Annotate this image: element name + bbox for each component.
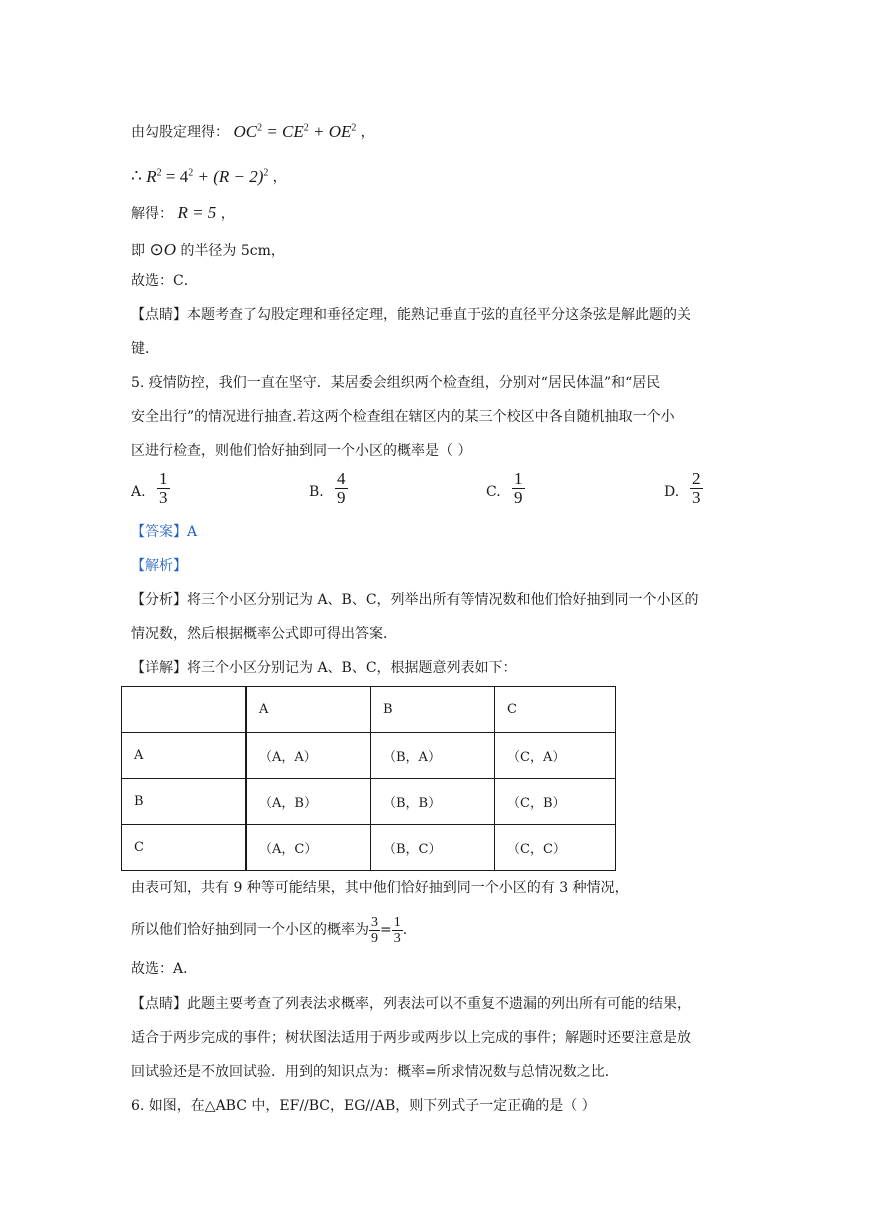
question-5-line-2: 安全出行”的情况进行抽查.若这两个检查组在辖区内的某三个校区中各自随机抽取一个小 bbox=[131, 409, 675, 425]
text: 解得： bbox=[131, 206, 173, 222]
term: + (R − 2) bbox=[197, 166, 264, 186]
dianjing-line-2: 键． bbox=[131, 341, 159, 357]
option-label: A. bbox=[131, 484, 146, 500]
choice-line: 故选：C． bbox=[131, 273, 198, 289]
table-cell: （C，C） bbox=[495, 825, 616, 871]
term: R bbox=[146, 166, 157, 186]
numerator: 1 bbox=[393, 914, 401, 930]
table-cell: B bbox=[122, 779, 247, 825]
solve-line bbox=[131, 203, 235, 224]
punct: ， bbox=[360, 124, 375, 141]
punct: ， bbox=[220, 206, 235, 222]
denominator: 3 bbox=[692, 488, 701, 507]
question-6-line: 6. 如图，在△ABC 中，EF//BC，EG//AB，则下列式子一定正确的是（ ） bbox=[131, 1098, 596, 1114]
result-line-1: 由表可知，共有 9 种等可能结果，其中他们恰好抽到同一个小区的有 3 种情况， bbox=[131, 880, 629, 896]
exponent: 2 bbox=[156, 167, 162, 178]
xiangjie-line: 【详解】将三个小区分别记为 A、B、C，根据题意列表如下： bbox=[131, 660, 517, 676]
term: = 4 bbox=[165, 166, 189, 186]
table-cell: （B，C） bbox=[371, 825, 495, 871]
dianjing2-line-1: 【点睛】此题主要考查了列表法求概率，列表法可以不重复不遗漏的列出所有可能的结果， bbox=[131, 996, 691, 1012]
pythagoras-line bbox=[131, 118, 375, 143]
table-cell: （A，B） bbox=[246, 779, 371, 825]
letter-o: O bbox=[163, 240, 176, 259]
equation-line bbox=[131, 163, 287, 188]
fenxi-line-2: 情况数，然后根据概率公式即可得出答案． bbox=[131, 626, 397, 642]
numerator: 2 bbox=[692, 469, 701, 488]
table-cell: （B，B） bbox=[371, 779, 495, 825]
radius-line bbox=[131, 240, 285, 261]
circle-o bbox=[149, 240, 176, 259]
equals: = bbox=[380, 922, 392, 938]
therefore-symbol: ∴ bbox=[131, 166, 142, 186]
numerator: 1 bbox=[514, 469, 523, 488]
question-5-line-1: 5. 疫情防控，我们一直在坚守．某居委会组织两个检查组，分别对“居民体温”和“居民 bbox=[131, 375, 661, 391]
table-cell: C bbox=[495, 687, 616, 733]
exponent: 2 bbox=[257, 122, 263, 133]
result-line-2 bbox=[131, 912, 407, 948]
denominator: 3 bbox=[393, 930, 401, 946]
question-5-line-3: 区进行检查，则他们恰好抽到同一个小区的概率是（ ） bbox=[131, 443, 472, 459]
table-cell: （B，A） bbox=[371, 733, 495, 779]
numerator: 4 bbox=[337, 469, 346, 488]
table-cell: A bbox=[122, 733, 247, 779]
fenxi-line-1: 【分析】将三个小区分别记为 A、B、C，列举出所有等情况数和他们恰好抽到同一个小区的 bbox=[131, 592, 699, 608]
numerator: 1 bbox=[159, 469, 168, 488]
circle-dot-icon: ⊙ bbox=[149, 240, 164, 259]
option-label: C. bbox=[486, 484, 501, 500]
table-cell: C bbox=[122, 825, 247, 871]
equation bbox=[146, 167, 272, 186]
denominator: 9 bbox=[514, 488, 523, 507]
table-header-row bbox=[122, 687, 616, 733]
choice-line-2: 故选：A． bbox=[131, 961, 198, 977]
table-cell: B bbox=[371, 687, 495, 733]
text: 的半径为 5cm， bbox=[180, 243, 285, 259]
fraction bbox=[392, 915, 403, 946]
answer-line: 【答案】A bbox=[131, 524, 198, 540]
denominator: 9 bbox=[337, 488, 346, 507]
exponent: 2 bbox=[351, 122, 357, 133]
fraction bbox=[335, 470, 348, 507]
fraction bbox=[369, 915, 380, 946]
equation bbox=[233, 122, 360, 141]
table-cell: A bbox=[246, 687, 371, 733]
table-row bbox=[122, 779, 616, 825]
analysis-heading: 【解析】 bbox=[131, 558, 187, 574]
fraction bbox=[690, 470, 703, 507]
table-cell: （A，A） bbox=[246, 733, 371, 779]
exponent: 2 bbox=[303, 122, 309, 133]
text: 所以他们恰好抽到同一个小区的概率为 bbox=[131, 922, 369, 938]
denominator: 9 bbox=[371, 930, 378, 946]
fraction bbox=[157, 470, 170, 507]
option-label: D. bbox=[664, 484, 680, 500]
text: 即 bbox=[131, 243, 145, 259]
table-cell: （A，C） bbox=[246, 825, 371, 871]
equation: R = 5 bbox=[177, 203, 217, 222]
option-label: B. bbox=[309, 484, 324, 500]
denominator: 3 bbox=[159, 488, 168, 507]
punct: ， bbox=[272, 169, 287, 186]
exponent: 2 bbox=[263, 167, 269, 178]
dianjing-line-1: 【点睛】本题考查了勾股定理和垂径定理，能熟记垂直于弦的直径平分这条弦是解此题的关 bbox=[131, 307, 691, 323]
term: = CE bbox=[266, 121, 304, 141]
table-cell bbox=[122, 687, 247, 733]
table-row bbox=[122, 825, 616, 871]
text: 由勾股定理得： bbox=[131, 124, 229, 141]
table-cell: （C，A） bbox=[495, 733, 616, 779]
numerator: 3 bbox=[371, 914, 378, 930]
dianjing2-line-3: 回试验还是不放回试验．用到的知识点为：概率=所求情况数与总情况数之比． bbox=[131, 1064, 619, 1080]
outcome-table bbox=[121, 686, 616, 871]
fraction bbox=[512, 470, 525, 507]
dianjing2-line-2: 适合于两步完成的事件；树状图法适用于两步或两步以上完成的事件；解题时还要注意是放 bbox=[131, 1030, 691, 1046]
term: OC bbox=[233, 121, 258, 141]
punct: . bbox=[402, 922, 408, 938]
table-cell: （C，B） bbox=[495, 779, 616, 825]
term: + OE bbox=[313, 121, 352, 141]
exponent: 2 bbox=[188, 167, 194, 178]
table-row bbox=[122, 733, 616, 779]
